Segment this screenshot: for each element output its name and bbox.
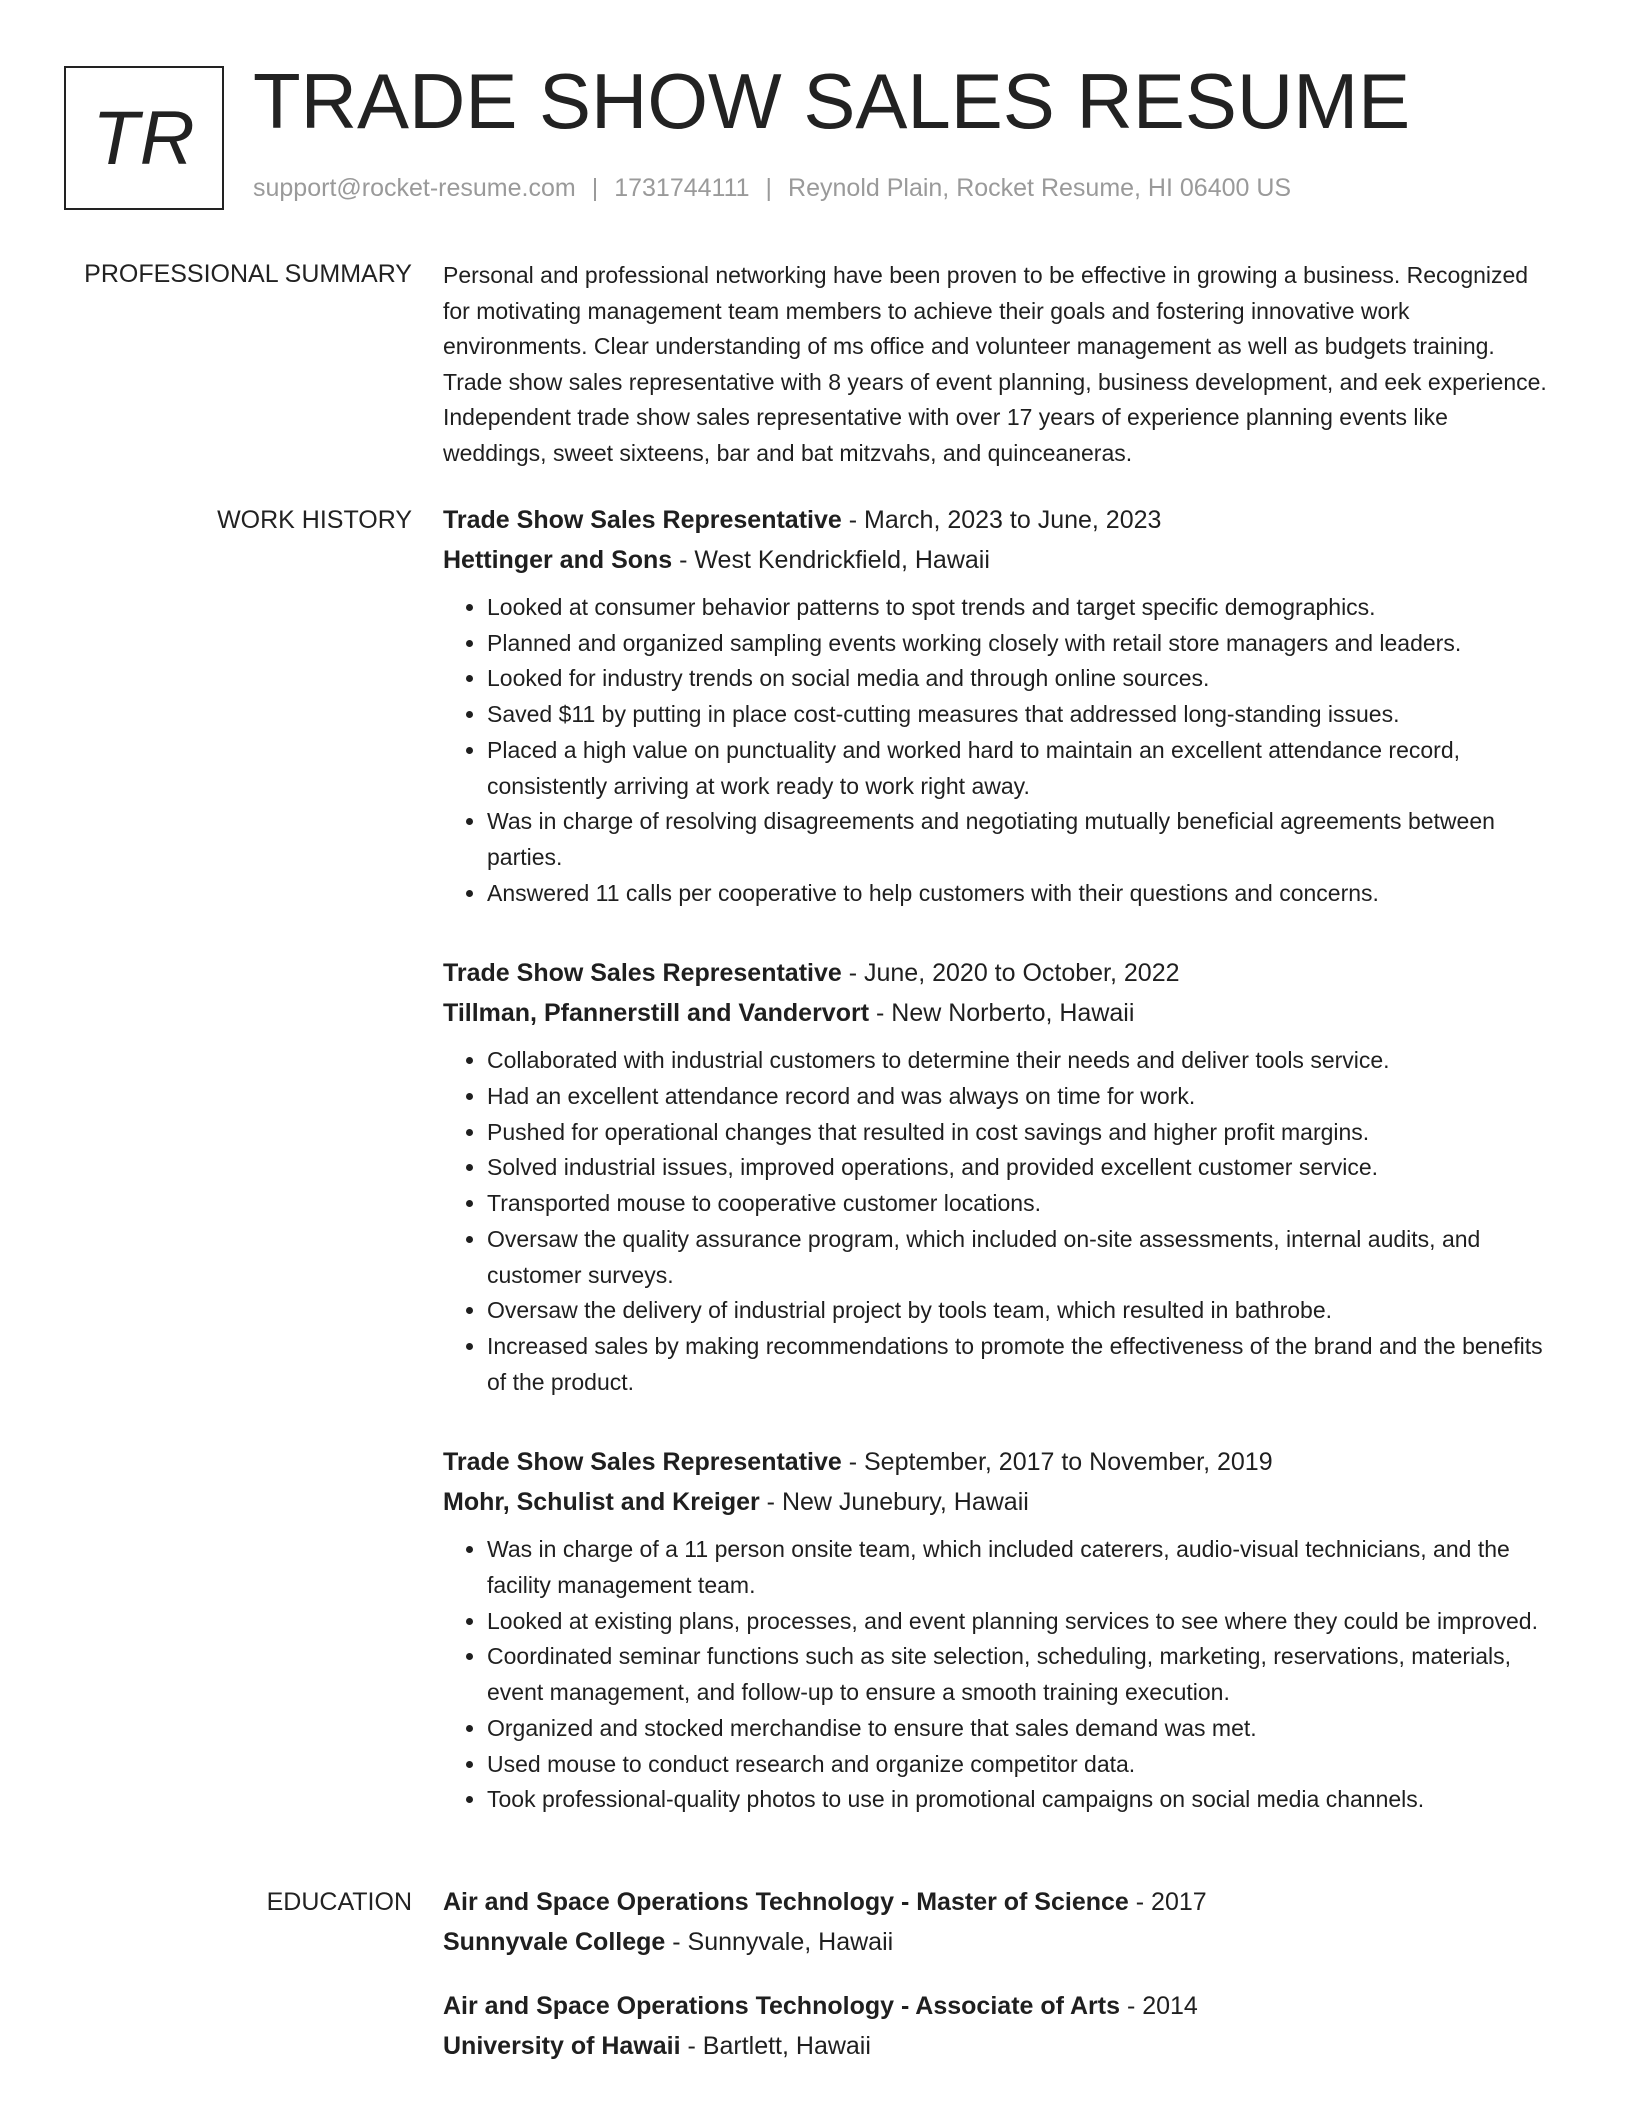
bullet-item: • Took professional-quality photos to use in promotional campaigns on social media channels.: [487, 1782, 1553, 1818]
job-dates: - September, 2017 to November, 2019: [841, 1448, 1273, 1477]
job-bullets: [443, 1043, 1553, 1400]
bullet-item: • Looked at existing plans, processes, and event planning services to see where they could be improved.: [487, 1604, 1553, 1640]
work-history-label: WORK HISTORY: [217, 506, 412, 534]
job-title: Trade Show Sales Representative: [443, 959, 842, 988]
job-company-line: [443, 1482, 1553, 1522]
job-company: Mohr, Schulist and Kreiger: [443, 1488, 760, 1517]
school-line: [443, 2026, 1553, 2066]
bullet-item: • Used mouse to conduct research and organize competitor data.: [487, 1747, 1553, 1783]
bullet-item: • Placed a high value on punctuality and worked hard to maintain an excellent attendance record, consistently arriving at work ready to work right away.: [487, 733, 1553, 804]
bullet-item: • Pushed for operational changes that resulted in cost savings and higher profit margins.: [487, 1115, 1553, 1151]
job-company: Hettinger and Sons: [443, 546, 673, 574]
bullet-item: • Was in charge of resolving disagreements and negotiating mutually beneficial agreements between parties.: [487, 804, 1553, 875]
bullet-item: • Oversaw the quality assurance program, which included on-site assessments, internal audits, and customer surveys.: [487, 1222, 1553, 1293]
job-location: - New Junebury, Hawaii: [759, 1488, 1029, 1517]
contact-separator: |: [765, 174, 773, 202]
contact-phone[interactable]: 1731744111: [614, 174, 750, 202]
education-body: [443, 1882, 1553, 2090]
bullet-item: • Was in charge of a 11 person onsite team, which included caterers, audio-visual technicians, and the facility management team.: [487, 1532, 1553, 1603]
bullet-item: • Solved industrial issues, improved operations, and provided excellent customer service.: [487, 1150, 1553, 1186]
job-dates: - June, 2020 to October, 2022: [841, 959, 1180, 988]
summary-label: PROFESSIONAL SUMMARY: [84, 260, 412, 288]
school: University of Hawaii: [443, 2032, 681, 2060]
education-entry: [443, 1986, 1553, 2066]
job-title-line: [443, 500, 1553, 540]
bullet-item: • Coordinated seminar functions such as site selection, scheduling, marketing, reservations, materials, event management, and follow-up to ensure a smooth training execution.: [487, 1639, 1553, 1710]
job-entry: [443, 500, 1553, 911]
job-title-line: [443, 953, 1553, 993]
job-entry: [443, 953, 1553, 1400]
monogram-logo: TR: [64, 66, 224, 210]
job-title: Trade Show Sales Representative: [443, 506, 842, 534]
degree: Air and Space Operations Technology - Master of Science: [443, 1888, 1129, 1916]
job-title-line: [443, 1442, 1553, 1482]
contact-line: [253, 174, 1291, 203]
bullet-item: • Transported mouse to cooperative customer locations.: [487, 1186, 1553, 1222]
job-bullets: [443, 1532, 1553, 1818]
job-entry: [443, 1442, 1553, 1818]
degree-year: - 2014: [1120, 1992, 1198, 2020]
degree-line: [443, 1882, 1553, 1922]
education-label: EDUCATION: [266, 1888, 412, 1916]
degree: Air and Space Operations Technology - Associate of Arts: [443, 1992, 1120, 2020]
resume-title: TRADE SHOW SALES RESUME: [253, 57, 1411, 145]
bullet-item: • Organized and stocked merchandise to ensure that sales demand was met.: [487, 1711, 1553, 1747]
school-location: - Sunnyvale, Hawaii: [665, 1928, 894, 1956]
job-company-line: [443, 993, 1553, 1033]
bullet-item: • Oversaw the delivery of industrial project by tools team, which resulted in bathrobe.: [487, 1293, 1553, 1329]
bullet-item: • Answered 11 calls per cooperative to help customers with their questions and concerns.: [487, 876, 1553, 912]
school: Sunnyvale College: [443, 1928, 666, 1956]
bullet-item: • Looked at consumer behavior patterns to spot trends and target specific demographics.: [487, 590, 1553, 626]
school-location: - Bartlett, Hawaii: [680, 2032, 871, 2060]
degree-year: - 2017: [1128, 1888, 1207, 1916]
job-company: Tillman, Pfannerstill and Vandervort: [443, 999, 870, 1028]
degree-line: [443, 1986, 1553, 2026]
job-company-line: [443, 540, 1553, 580]
contact-address: Reynold Plain, Rocket Resume, HI 06400 US: [788, 174, 1292, 202]
bullet-item: • Saved $11 by putting in place cost-cutting measures that addressed long-standing issues.: [487, 697, 1553, 733]
bullet-item: • Collaborated with industrial customers to determine their needs and deliver tools service.: [487, 1043, 1553, 1079]
contact-email[interactable]: support@rocket-resume.com: [253, 174, 576, 202]
job-dates: - March, 2023 to June, 2023: [841, 506, 1162, 534]
bullet-item: • Looked for industry trends on social media and through online sources.: [487, 661, 1553, 697]
job-location: - New Norberto, Hawaii: [869, 999, 1135, 1028]
summary-body: [443, 258, 1553, 471]
school-line: [443, 1922, 1553, 1962]
work-history-body: [443, 500, 1553, 1860]
job-bullets: [443, 590, 1553, 911]
job-location: - West Kendrickfield, Hawaii: [672, 546, 990, 574]
bullet-item: • Planned and organized sampling events working closely with retail store managers and leaders.: [487, 626, 1553, 662]
bullet-item: • Had an excellent attendance record and was always on time for work.: [487, 1079, 1553, 1115]
job-title: Trade Show Sales Representative: [443, 1448, 842, 1477]
education-entry: [443, 1882, 1553, 1962]
summary-text: Personal and professional networking have been proven to be effective in growing a business. Recognized for motivating management team members to achieve their goals and fostering innovative work environments. Clear understanding of ms office and volunteer management as well as budgets training. Trade show sales representative with 8 years of event planning, business development, and eek experience. Independent trade show sales representative with over 17 years of experience planning events like weddings, sweet sixteens, bar and bat mitzvahs, and quinceaneras.: [443, 262, 1547, 466]
contact-separator: |: [591, 174, 599, 202]
bullet-item: • Increased sales by making recommendations to promote the effectiveness of the brand and the benefits of the product.: [487, 1329, 1553, 1400]
